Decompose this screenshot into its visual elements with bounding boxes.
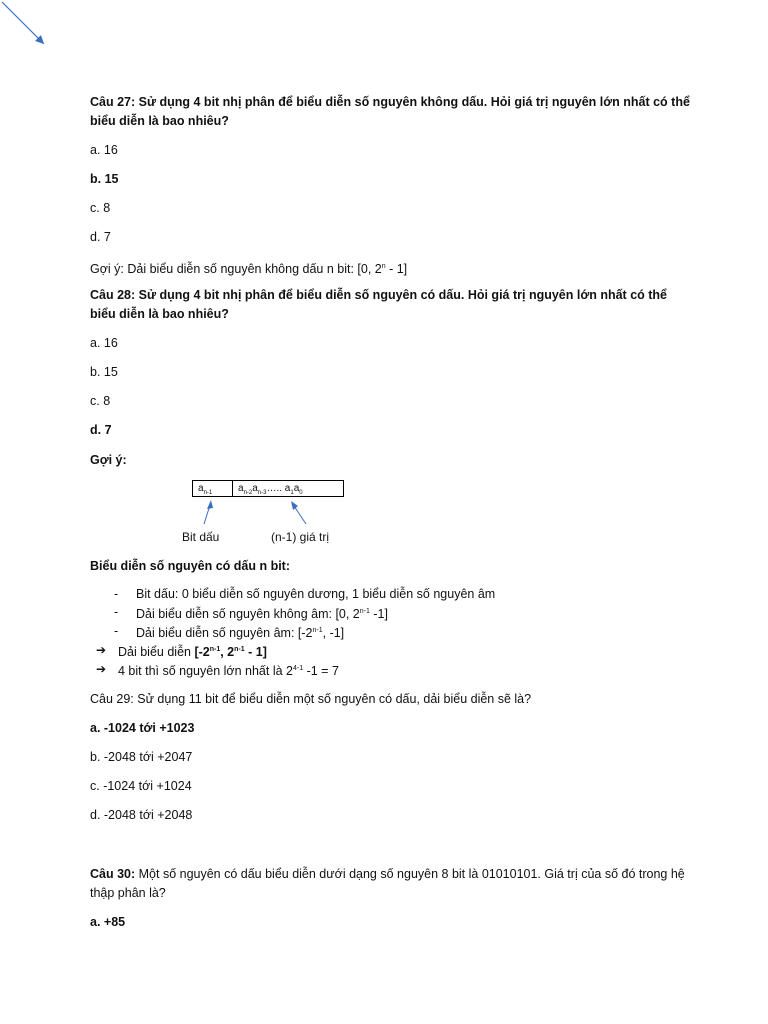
cell2-a: a [238,483,244,494]
bullet-nonneg-range [136,603,388,623]
cell2-sub3: 1 [290,490,294,496]
question-27-text: Sử dụng 4 bit nhị phân để biểu diễn số nguyên không dấu. Hỏi giá trị nguyên lớn nhất có thể biểu diễn là bao nhiêu? [90,95,690,128]
a1-b1: [-2 [194,645,210,660]
q29-option-c: c. -1024 tới +1024 [90,779,192,793]
question-30 [90,865,690,903]
question-28-label: Câu 28: [90,288,136,302]
q27-hint-end: - 1] [385,262,408,277]
a1-b3: - 1] [244,645,267,660]
b3-pre: Dải biểu diễn số nguyên âm: [-2 [136,626,313,641]
q27-option-a: a. 16 [90,143,118,157]
q28-option-d: d. 7 [90,423,112,437]
a1-b2: , 2 [220,645,235,660]
cell2-b: a [252,483,258,494]
question-29: Câu 29: Sử dụng 11 bit để biểu diễn một số nguyên có dấu, dải biểu diễn sẽ là? [90,692,532,706]
value-bits-label: (n-1) giá trị [271,530,330,544]
cell2-dots: ….. a [266,483,291,494]
cell1-base: a [198,483,204,494]
b2-post: -1] [369,607,388,622]
signed-title: Biểu diễn số nguyên có dấu n bit: [90,559,291,573]
bullet-sign-bit: Bit dấu: 0 biểu diễn số nguyên dương, 1 biểu diễn số nguyên âm [136,587,496,601]
q27-option-b: b. 15 [90,172,119,186]
cell1-sub: n-1 [203,490,213,496]
a1-pre: Dải biểu diễn [118,645,195,660]
cell2-sub4: 0 [299,490,303,496]
q27-option-c: c. 8 [90,201,111,215]
arrow-bullet-icon: ➔ [96,643,107,657]
register-diagram [192,480,344,497]
a2-post: -1 = 7 [303,664,339,679]
cell2-sub2: n-3 [257,490,267,496]
signed-range-conclusion [118,641,267,661]
question-28 [90,286,690,324]
sign-bit-arrow-icon [204,500,213,524]
q29-option-d: d. -2048 tới +2048 [90,808,193,822]
q28-hint-label: Gợi ý: [90,453,127,467]
question-30-label: Câu 30: [90,867,136,881]
question-27-label: Câu 27: [90,95,136,109]
q27-hint-text: Gợi ý: Dải biểu diễn số nguyên không dấu n bit: [0, 2 [90,262,382,277]
cell2-sub1: n-2 [243,490,253,496]
sign-bit-cell [193,481,233,496]
bullet-marker-2: - [114,605,119,619]
b3-post: , -1] [322,626,345,641]
q27-hint [90,257,690,279]
bullet-marker-3: - [114,624,119,638]
arrow-bullet-icon: ➔ [96,662,107,676]
value-bits-cell [233,481,343,496]
max-value-conclusion [118,660,339,680]
b2-sup: n-1 [359,608,370,615]
a1-sup2: n-1 [234,646,245,653]
bullet-neg-range [136,622,344,642]
sign-bit-label: Bit dấu [182,530,220,544]
question-30-text: Một số nguyên có dấu biểu diễn dưới dạng số nguyên 8 bit là 01010101. Giá trị của số đó trong hệ thập phân là? [90,867,685,900]
q29-option-a: a. -1024 tới +1023 [90,721,195,735]
question-27 [90,93,690,131]
cell2-c: a [293,483,300,494]
q28-option-a: a. 16 [90,336,118,350]
b3-sup: n-1 [312,627,323,634]
q30-option-a: a. +85 [90,915,126,929]
b2-pre: Dải biểu diễn số nguyên không âm: [0, 2 [136,607,360,622]
a2-pre: 4 bit thì số nguyên lớn nhất là 2 [118,664,293,679]
value-bits-arrow-icon [291,501,306,524]
a1-sup1: n-1 [209,646,221,653]
q27-option-d: d. 7 [90,230,111,244]
a2-sup: 4-1 [292,665,304,672]
question-28-text: Sử dụng 4 bit nhị phân để biểu diễn số nguyên có dấu. Hỏi giá trị nguyên lớn nhất có thể biểu diễn là bao nhiêu? [90,288,667,321]
q27-hint-sup: n [381,263,386,270]
bullet-marker-1: - [114,587,119,601]
q29-option-b: b. -2048 tới +2047 [90,750,193,764]
q28-option-b: b. 15 [90,365,118,379]
q28-option-c: c. 8 [90,394,111,408]
corner-arrow-icon [0,0,60,60]
